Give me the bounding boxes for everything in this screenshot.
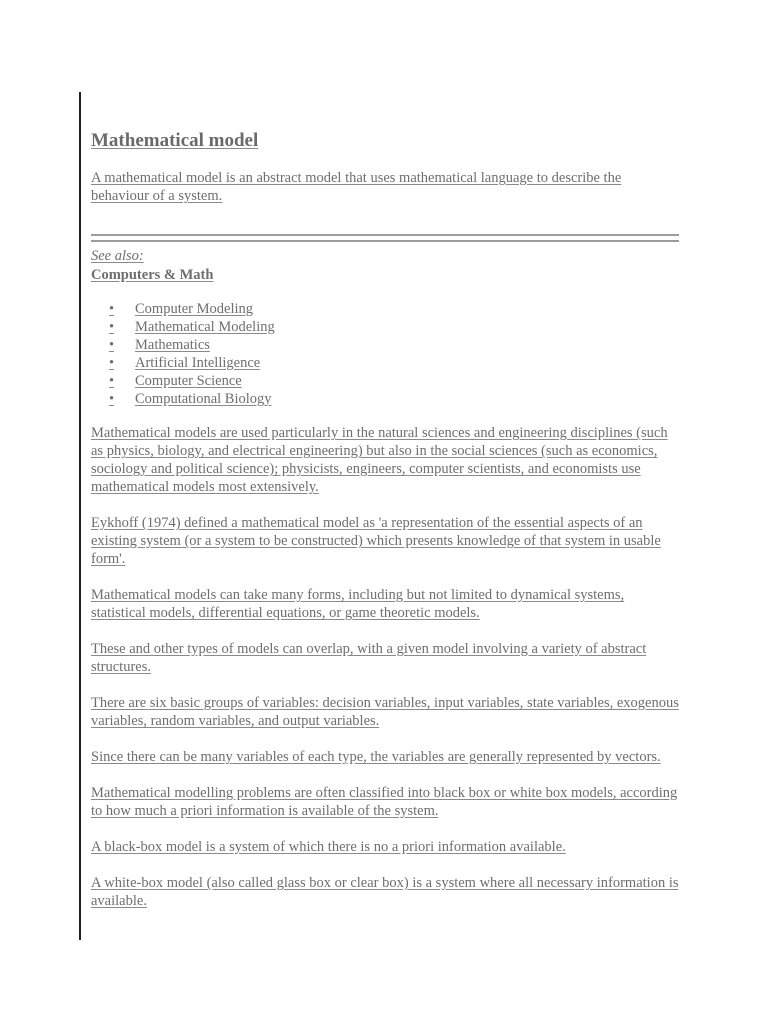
- see-also-text[interactable]: See also:: [91, 248, 144, 264]
- article-title[interactable]: [91, 128, 679, 154]
- related-topic-item[interactable]: [109, 390, 679, 408]
- bullet-icon: •: [109, 319, 115, 335]
- related-topic-link[interactable]: Computer Science: [135, 373, 242, 389]
- body-paragraph-text[interactable]: These and other types of models can overlap, with a given model involving a variety of abstract structures.: [91, 641, 647, 675]
- body-paragraph-text[interactable]: Mathematical models are used particularly in the natural sciences and engineering disciplines (such as physics, biology, and electrical engineering) but also in the social sciences (such as economics, sociology and political science); physicists, engineers, computer scientists, and economists use mathematical models most extensively.: [91, 425, 668, 495]
- body-paragraph: [91, 586, 679, 622]
- bullet-icon: •: [109, 391, 115, 407]
- body-paragraph: [91, 838, 679, 856]
- related-topics-list: [91, 300, 679, 408]
- related-topic-link[interactable]: Computational Biology: [135, 391, 272, 407]
- related-topic-item[interactable]: [109, 336, 679, 354]
- body-paragraph: [91, 640, 679, 676]
- related-topic-link[interactable]: Mathematical Modeling: [135, 319, 275, 335]
- related-topic-item[interactable]: [109, 372, 679, 390]
- body-paragraph: [91, 694, 679, 730]
- intro-text[interactable]: A mathematical model is an abstract model that uses mathematical language to describe the behaviour of a system.: [91, 170, 622, 204]
- related-topic-link[interactable]: Computer Modeling: [135, 301, 254, 317]
- related-topic-item[interactable]: [109, 354, 679, 372]
- body-paragraph-text[interactable]: Mathematical models can take many forms, including but not limited to dynamical systems, statistical models, differential equations, or game theoretic models.: [91, 587, 625, 621]
- related-topic-item[interactable]: [109, 318, 679, 336]
- bullet-icon: •: [109, 337, 115, 353]
- body-paragraph-text[interactable]: Mathematical modelling problems are often classified into black box or white box models, according to how much a priori information is available of the system.: [91, 785, 678, 819]
- bullet-icon: •: [109, 301, 115, 317]
- body-paragraph: [91, 784, 679, 820]
- bullet-icon: •: [109, 373, 115, 389]
- category-heading: [91, 266, 679, 284]
- body-paragraph: [91, 874, 679, 910]
- body-paragraph: [91, 514, 679, 568]
- body-paragraph-text[interactable]: A black-box model is a system of which there is no a priori information available.: [91, 839, 566, 855]
- body-paragraph: [91, 748, 679, 766]
- related-topic-link[interactable]: Mathematics: [135, 337, 210, 353]
- article-title-text[interactable]: Mathematical model: [91, 130, 259, 151]
- intro-paragraph: [91, 169, 679, 205]
- body-paragraph: [91, 424, 679, 496]
- left-margin-rule: [79, 92, 81, 940]
- related-topic-link[interactable]: Artificial Intelligence: [135, 355, 261, 371]
- related-topic-item[interactable]: [109, 300, 679, 318]
- bullet-icon: •: [109, 355, 115, 371]
- body-paragraph-text[interactable]: Since there can be many variables of each type, the variables are generally represented by vectors.: [91, 749, 661, 765]
- category-link[interactable]: Computers & Math: [91, 267, 214, 283]
- body-paragraph-text[interactable]: Eykhoff (1974) defined a mathematical model as 'a representation of the essential aspects of an existing system (or a system to be constructed) which presents knowledge of that system in usable form'.: [91, 515, 661, 567]
- body-paragraph-text[interactable]: There are six basic groups of variables: decision variables, input variables, state variables, exogenous variables, random variables, and output variables.: [91, 695, 679, 729]
- body-paragraph-text[interactable]: A white-box model (also called glass box or clear box) is a system where all necessary information is available.: [91, 875, 679, 909]
- section-divider: [91, 234, 679, 242]
- article-content: [91, 128, 679, 910]
- see-also-label: [91, 247, 679, 265]
